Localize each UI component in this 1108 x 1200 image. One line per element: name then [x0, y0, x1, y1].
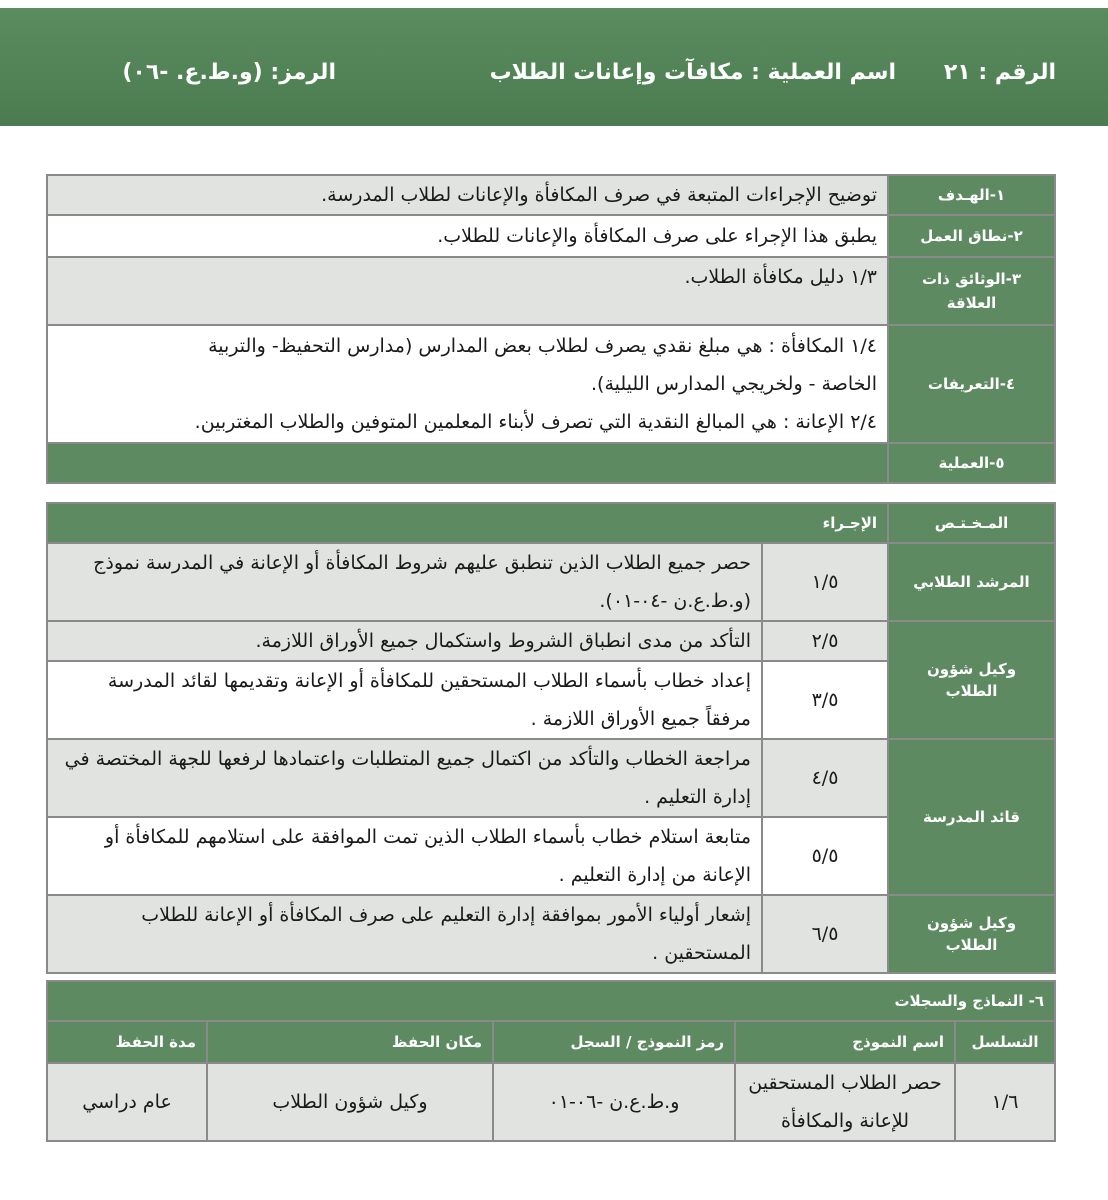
- goal-text: توضيح الإجراءات المتبعة في صرف المكافأة والإعانات لطلاب المدرسة.: [47, 175, 888, 215]
- definition-reward: ١/٤ المكافأة : هي مبلغ نقدي يصرف لطلاب بعض المدارس (مدارس التحفيظ- والتربية: [208, 335, 877, 357]
- step-text: مراجعة الخطاب والتأكد من اكتمال جميع المتطلبات واعتمادها لرفعها للجهة المختصة في إدارة التعليم .: [47, 739, 762, 817]
- goal-label: ١-الهـدف: [888, 175, 1055, 215]
- retention-header: مدة الحفظ: [47, 1021, 207, 1063]
- form-name-header: اسم النموذج: [735, 1021, 955, 1063]
- top-margin: [0, 0, 1108, 8]
- scope-label: ٢-نطاق العمل: [888, 215, 1055, 257]
- definitions-label: ٤-التعريفات: [888, 325, 1055, 443]
- forms-title: ٦- النماذج والسجلات: [47, 981, 1055, 1021]
- process-sections-table: [46, 174, 1056, 484]
- step-row: [47, 621, 1055, 661]
- role-student-affairs: وكيل شؤون الطلاب: [888, 621, 1055, 739]
- step-text: التأكد من مدى انطباق الشروط واستكمال جميع الأوراق اللازمة.: [47, 621, 762, 661]
- form-seq: ١/٦: [955, 1063, 1055, 1141]
- goal-row: [47, 175, 1055, 215]
- role-principal: قائد المدرسة: [888, 739, 1055, 895]
- step-text: إشعار أولياء الأمور بموافقة إدارة التعليم على صرف المكافأة أو الإعانة للطلاب المستحقين .: [47, 895, 762, 973]
- form-name: حصر الطلاب المستحقين للإعانة والمكافأة: [735, 1063, 955, 1141]
- seq-header: التسلسل: [955, 1021, 1055, 1063]
- step-row: [47, 895, 1055, 973]
- page-header: [0, 8, 1108, 126]
- form-code: و.ط.ع.ن -٠٦-٠١: [493, 1063, 735, 1141]
- step-text: متابعة استلام خطاب بأسماء الطلاب الذين تمت الموافقة على استلامهم للمكافأة أو الإعانة من إدارة التعليم .: [47, 817, 762, 895]
- process-label: ٥-العملية: [888, 443, 1055, 483]
- process-bar: [47, 443, 888, 483]
- procedure-table: [46, 502, 1056, 974]
- docs-label: ٣-الوثائق ذات العلاقة: [888, 257, 1055, 325]
- definitions-row: [47, 325, 1055, 443]
- forms-title-row: [47, 981, 1055, 1021]
- table-row: [47, 1063, 1055, 1141]
- step-number: ١/٥: [762, 543, 888, 621]
- forms-header-row: [47, 1021, 1055, 1063]
- definitions-cell: [47, 325, 888, 443]
- docs-row: [47, 257, 1055, 325]
- step-number: ٢/٥: [762, 621, 888, 661]
- process-row: [47, 443, 1055, 483]
- scope-row: [47, 215, 1055, 257]
- storage-place: وكيل شؤون الطلاب: [207, 1063, 493, 1141]
- step-number: ٦/٥: [762, 895, 888, 973]
- step-row: [47, 739, 1055, 817]
- storage-place-header: مكان الحفظ: [207, 1021, 493, 1063]
- definition-reward-cont: الخاصة - ولخريجي المدارس الليلية).: [591, 373, 877, 395]
- step-text: إعداد خطاب بأسماء الطلاب المستحقين للمكافأة أو الإعانة وتقديمها لقائد المدرسة مرفقاً جميع الأوراق اللازمة .: [47, 661, 762, 739]
- docs-text: ١/٣ دليل مكافأة الطلاب.: [47, 257, 888, 325]
- scope-text: يطبق هذا الإجراء على صرف المكافأة والإعانات للطلاب.: [47, 215, 888, 257]
- procedure-header-row: [47, 503, 1055, 543]
- form-code-header: رمز النموذج / السجل: [493, 1021, 735, 1063]
- action-header: الإجـراء: [47, 503, 888, 543]
- step-number: ٣/٥: [762, 661, 888, 739]
- step-number: ٥/٥: [762, 817, 888, 895]
- process-code: الرمز: (و.ط.ع. -٠٦): [122, 60, 336, 85]
- responsible-header: المـخـتـص: [888, 503, 1055, 543]
- retention-period: عام دراسي: [47, 1063, 207, 1141]
- forms-table: [46, 980, 1056, 1142]
- role-counselor: المرشد الطلابي: [888, 543, 1055, 621]
- step-number: ٤/٥: [762, 739, 888, 817]
- step-row: [47, 543, 1055, 621]
- definition-aid: ٢/٤ الإعانة : هي المبالغ النقدية التي تصرف لأبناء المعلمين المتوفين والطلاب المغتربين.: [194, 411, 877, 433]
- role-student-affairs: وكيل شؤون الطلاب: [888, 895, 1055, 973]
- process-name: اسم العملية : مكافآت وإعانات الطلاب: [489, 60, 896, 85]
- step-text: حصر جميع الطلاب الذين تنطبق عليهم شروط المكافأة أو الإعانة في المدرسة نموذج (و.ط.ع.ن -٠٤-٠١).: [47, 543, 762, 621]
- process-number: الرقم : ٢١: [943, 60, 1056, 85]
